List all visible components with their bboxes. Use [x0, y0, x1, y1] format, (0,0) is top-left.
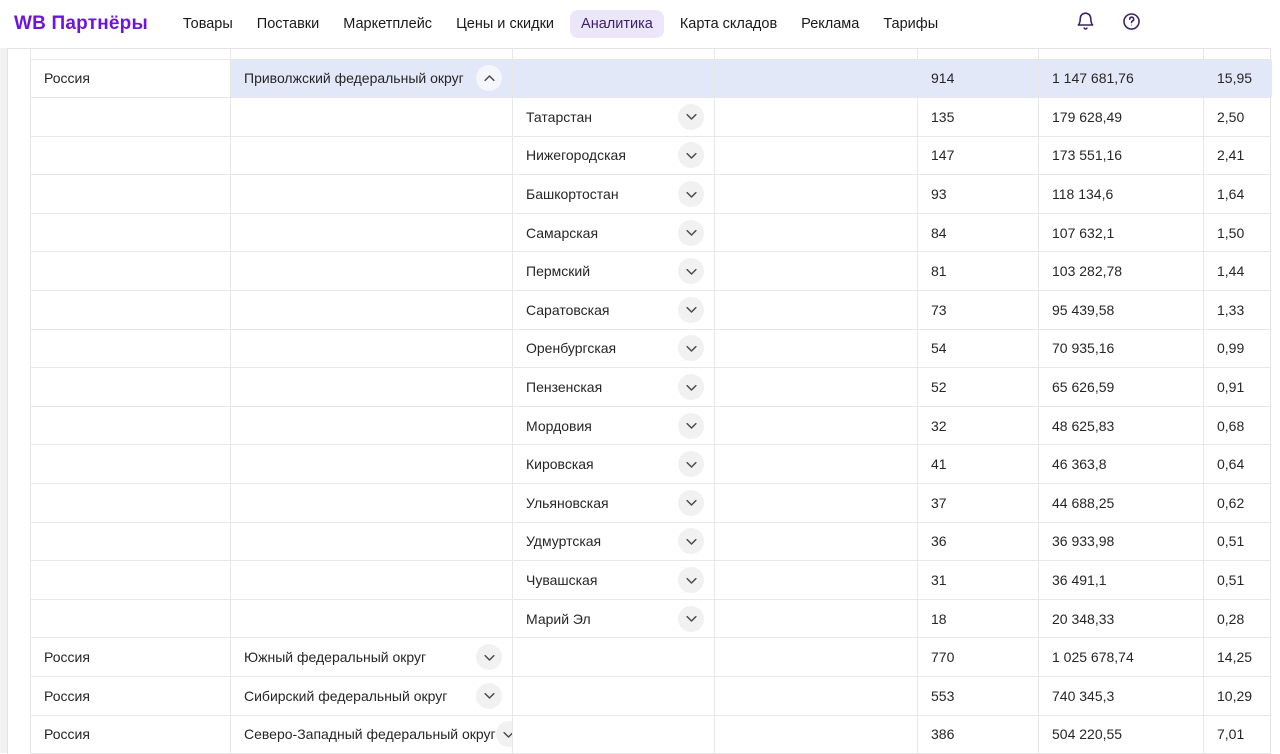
cell-percent-text: 0,51 — [1217, 572, 1245, 589]
cell-district — [231, 252, 513, 290]
cell-empty — [715, 368, 918, 406]
chevron-down-icon — [684, 148, 699, 163]
cell-district — [231, 98, 513, 136]
expand-toggle-button[interactable] — [678, 606, 704, 632]
cell-sum-text: 36 933,98 — [1052, 533, 1115, 550]
expand-toggle-button[interactable] — [678, 374, 704, 400]
cell-empty — [715, 445, 918, 483]
table-row — [31, 252, 1270, 291]
cell-sum-text: 36 491,1 — [1052, 572, 1107, 589]
cell-count-text: 52 — [931, 379, 947, 396]
cell-country — [31, 291, 231, 329]
table-rows — [31, 49, 1270, 754]
expand-toggle-button[interactable] — [678, 413, 704, 439]
cell-region — [513, 137, 715, 175]
cell-country — [31, 330, 231, 368]
cell-district — [231, 484, 513, 522]
cell-percent — [1204, 523, 1272, 561]
cell-sum — [1039, 137, 1204, 175]
cell-region — [513, 600, 715, 638]
cell-country — [31, 137, 231, 175]
cell-empty — [715, 175, 918, 213]
table-row — [31, 137, 1270, 176]
cell-district — [231, 716, 513, 754]
expand-toggle-button[interactable] — [678, 104, 704, 130]
help-button[interactable] — [1120, 13, 1142, 35]
cell-sum — [1039, 291, 1204, 329]
expand-toggle-button[interactable] — [678, 181, 704, 207]
nav-menu — [175, 10, 946, 38]
cell-percent — [1204, 291, 1272, 329]
expand-toggle-button[interactable] — [678, 335, 704, 361]
cell-region-text: Чувашская — [526, 572, 598, 589]
chevron-down-icon — [684, 418, 699, 433]
cell-percent — [1204, 98, 1272, 136]
cell-percent — [1204, 175, 1272, 213]
cell-region — [513, 214, 715, 252]
cell-count-text: 31 — [931, 572, 947, 589]
cell-region-text: Нижегородская — [526, 147, 626, 164]
cell-sum — [1039, 445, 1204, 483]
cell-sum-text: 1 025 678,74 — [1052, 649, 1134, 666]
cell-region-text: Оренбургская — [526, 340, 617, 357]
cell-country — [31, 407, 231, 445]
cell-percent — [1204, 445, 1272, 483]
cell-percent — [1204, 484, 1272, 522]
cell-count — [918, 445, 1039, 483]
cell-empty — [715, 291, 918, 329]
cell-count — [918, 252, 1039, 290]
cell-percent-text: 1,50 — [1217, 224, 1245, 241]
cell-percent — [1204, 60, 1272, 98]
expand-toggle-button[interactable] — [476, 683, 502, 709]
cell-sum-text: 103 282,78 — [1052, 263, 1123, 280]
cell-empty — [715, 98, 918, 136]
cell-count — [918, 175, 1039, 213]
chevron-down-icon — [684, 380, 699, 395]
cell-region-text: Татарстан — [526, 108, 593, 125]
cell-district — [231, 330, 513, 368]
cell-region-text: Самарская — [526, 224, 599, 241]
cell-country — [31, 175, 231, 213]
cell-count-text: 18 — [931, 610, 947, 627]
cell-percent — [1204, 252, 1272, 290]
cell-region — [513, 638, 715, 676]
cell-sum — [1039, 716, 1204, 754]
chevron-down-icon — [684, 611, 699, 626]
chevron-down-icon — [684, 264, 699, 279]
cell-count — [918, 716, 1039, 754]
cell-count-text: 36 — [931, 533, 947, 550]
nav-item-tarify[interactable]: Тарифы — [883, 16, 939, 32]
cell-count-text: 770 — [931, 649, 955, 666]
cell-country-text: Россия — [44, 70, 90, 87]
cell-sum-text: 65 626,59 — [1052, 379, 1115, 396]
table-row — [31, 60, 1270, 99]
cell-count — [918, 677, 1039, 715]
cell-percent-text: 0,91 — [1217, 379, 1245, 396]
cell-sum — [1039, 677, 1204, 715]
cell-district — [231, 60, 513, 98]
cell-region — [513, 175, 715, 213]
expand-toggle-button[interactable] — [678, 297, 704, 323]
cell-country — [31, 214, 231, 252]
expand-toggle-button[interactable] — [476, 644, 502, 670]
cell-region — [513, 60, 715, 98]
cell-percent-text: 15,95 — [1217, 70, 1253, 87]
table-row — [31, 407, 1270, 446]
cell-sum — [1039, 638, 1204, 676]
cell-percent — [1204, 677, 1272, 715]
cell-sum — [1039, 98, 1204, 136]
cell-sum — [1039, 368, 1204, 406]
cell-count-text: 54 — [931, 340, 947, 357]
cell-percent-text: 1,33 — [1217, 301, 1245, 318]
cell-country — [31, 445, 231, 483]
cell-percent-text: 10,29 — [1217, 687, 1253, 704]
table-row — [31, 368, 1270, 407]
table-row — [31, 716, 1270, 754]
cell-region-text: Саратовская — [526, 301, 610, 318]
cell-percent-text: 0,99 — [1217, 340, 1245, 357]
brand-logo[interactable]: WB Партнёры — [14, 13, 148, 34]
cell-count — [918, 368, 1039, 406]
table-row — [31, 445, 1270, 484]
cell-empty — [715, 407, 918, 445]
cell-region — [513, 252, 715, 290]
cell-district-text: Сибирский федеральный округ — [244, 687, 448, 704]
table-row — [31, 484, 1270, 523]
cell-count — [918, 330, 1039, 368]
cell-percent-text: 0,64 — [1217, 456, 1245, 473]
cell-country — [31, 60, 231, 98]
table-row — [31, 291, 1270, 330]
notifications-button[interactable] — [1074, 13, 1096, 35]
cell-count-text: 93 — [931, 186, 947, 203]
cell-region — [513, 677, 715, 715]
cell-empty — [715, 60, 918, 98]
cell-percent-text: 2,41 — [1217, 147, 1245, 164]
cell-sum — [1039, 600, 1204, 638]
chevron-down-icon — [482, 688, 497, 703]
cell-count-text: 147 — [931, 147, 955, 164]
chevron-down-icon — [684, 495, 699, 510]
cell-sum-text: 740 345,3 — [1052, 687, 1115, 704]
cell-district — [231, 600, 513, 638]
cell-count-text: 41 — [931, 456, 947, 473]
cell-region-text: Удмуртская — [526, 533, 602, 550]
cell-empty — [715, 330, 918, 368]
cell-country — [31, 252, 231, 290]
cell-district — [231, 214, 513, 252]
cell-sum-text: 48 625,83 — [1052, 417, 1115, 434]
cell-count — [918, 98, 1039, 136]
top-navigation — [0, 0, 1280, 48]
nav-item-ceny-i-skidki[interactable]: Цены и скидки — [456, 16, 555, 32]
table-row — [31, 98, 1270, 137]
cell-district — [231, 368, 513, 406]
expand-toggle-button[interactable] — [678, 220, 704, 246]
cell-percent — [1204, 368, 1272, 406]
cell-empty — [715, 716, 918, 754]
cell-count-text: 386 — [931, 726, 955, 743]
cell-sum — [1039, 407, 1204, 445]
cell-sum — [1039, 484, 1204, 522]
cell-count — [918, 214, 1039, 252]
cell-region-text: Башкортостан — [526, 186, 619, 203]
cell-sum — [1039, 252, 1204, 290]
table-row — [31, 677, 1270, 716]
cell-sum-text: 173 551,16 — [1052, 147, 1123, 164]
cell-district-text: Северо-Западный федеральный округ — [244, 726, 496, 743]
cell-sum — [1039, 175, 1204, 213]
cell-sum-text: 107 632,1 — [1052, 224, 1115, 241]
expand-toggle-button[interactable] — [678, 528, 704, 554]
cell-region-text: Мордовия — [526, 417, 592, 434]
cell-count-text: 553 — [931, 687, 955, 704]
cell-district — [231, 677, 513, 715]
cell-sum-text: 504 220,55 — [1052, 726, 1123, 743]
cell-count — [918, 561, 1039, 599]
cell-count — [918, 484, 1039, 522]
cell-percent — [1204, 214, 1272, 252]
cell-percent-text: 14,25 — [1217, 649, 1253, 666]
nav-item-reklama[interactable]: Реклама — [801, 16, 860, 32]
chevron-down-icon — [684, 534, 699, 549]
cell-sum-text: 179 628,49 — [1052, 108, 1123, 125]
chevron-down-icon — [684, 109, 699, 124]
chevron-down-icon — [501, 727, 513, 742]
cell-count-text: 81 — [931, 263, 947, 280]
cell-region — [513, 445, 715, 483]
nav-item-analitika[interactable]: Аналитика — [570, 10, 664, 38]
expand-toggle-button[interactable] — [678, 567, 704, 593]
cell-sum-text: 118 134,6 — [1052, 186, 1114, 203]
cell-region — [513, 98, 715, 136]
cell-percent-text: 0,28 — [1217, 610, 1245, 627]
expand-toggle-button[interactable] — [678, 490, 704, 516]
table-row — [31, 175, 1270, 214]
cell-percent — [1204, 407, 1272, 445]
chevron-down-icon — [684, 457, 699, 472]
cell-percent — [1204, 716, 1272, 754]
cell-count — [918, 60, 1039, 98]
cell-empty — [715, 214, 918, 252]
cell-empty — [715, 561, 918, 599]
cell-percent — [1204, 561, 1272, 599]
cell-count — [918, 523, 1039, 561]
chevron-down-icon — [684, 573, 699, 588]
cell-district — [231, 523, 513, 561]
cell-empty — [715, 137, 918, 175]
cell-district — [231, 561, 513, 599]
cell-country — [31, 368, 231, 406]
cell-percent — [1204, 638, 1272, 676]
cell-count — [918, 600, 1039, 638]
cell-region — [513, 291, 715, 329]
cell-empty — [715, 677, 918, 715]
cell-empty — [715, 638, 918, 676]
cell-country — [31, 98, 231, 136]
cell-percent-text: 7,01 — [1217, 726, 1245, 743]
expand-toggle-button[interactable] — [678, 451, 704, 477]
cell-country — [31, 561, 231, 599]
cell-region-text: Пензенская — [526, 379, 603, 396]
cell-district-text: Южный федеральный округ — [244, 649, 427, 666]
cell-empty — [715, 484, 918, 522]
cell-empty — [715, 252, 918, 290]
cell-region — [513, 716, 715, 754]
table-row — [31, 638, 1270, 677]
table-row — [31, 330, 1270, 369]
cell-empty — [715, 523, 918, 561]
cell-count-text: 37 — [931, 494, 947, 511]
cell-sum-text: 20 348,33 — [1052, 610, 1115, 627]
cell-percent-text: 0,62 — [1217, 494, 1245, 511]
cell-empty — [715, 600, 918, 638]
table-row — [31, 523, 1270, 562]
help-icon — [1121, 11, 1142, 37]
cell-district — [231, 407, 513, 445]
expand-toggle-button[interactable] — [496, 721, 513, 747]
cell-sum-text: 95 439,58 — [1052, 301, 1115, 318]
cell-region — [513, 407, 715, 445]
bell-icon — [1075, 11, 1096, 37]
cell-district-text: Приволжский федеральный округ — [244, 70, 464, 87]
cell-sum — [1039, 330, 1204, 368]
cell-district — [231, 638, 513, 676]
cell-district — [231, 291, 513, 329]
cell-country-text: Россия — [44, 726, 90, 743]
cell-district — [231, 175, 513, 213]
cell-count — [918, 638, 1039, 676]
cell-district — [231, 445, 513, 483]
cell-country-text: Россия — [44, 649, 90, 666]
cell-region — [513, 484, 715, 522]
cell-region — [513, 523, 715, 561]
table-row — [31, 214, 1270, 253]
cell-percent-text: 1,44 — [1217, 263, 1245, 280]
cell-sum — [1039, 60, 1204, 98]
cell-region-text: Марий Эл — [526, 610, 591, 627]
cell-region — [513, 368, 715, 406]
nav-item-marketplace[interactable]: Маркетплейс — [343, 16, 433, 32]
page-left-gutter — [0, 48, 7, 753]
chevron-down-icon — [482, 650, 497, 665]
partial-row — [31, 49, 1270, 60]
nav-item-karta-skladov[interactable]: Карта складов — [679, 16, 778, 32]
sales-geography-table — [7, 48, 1271, 754]
cell-region-text: Ульяновская — [526, 494, 609, 511]
chevron-up-icon — [482, 71, 497, 86]
cell-district — [231, 137, 513, 175]
cell-count — [918, 291, 1039, 329]
cell-country — [31, 600, 231, 638]
cell-sum — [1039, 561, 1204, 599]
cell-count — [918, 407, 1039, 445]
row-span-cell — [8, 49, 31, 754]
nav-icons — [1074, 0, 1142, 48]
cell-region — [513, 330, 715, 368]
cell-count-text: 914 — [931, 70, 955, 87]
table-row — [31, 561, 1270, 600]
cell-percent-text: 1,64 — [1217, 186, 1245, 203]
cell-region-text: Пермский — [526, 263, 591, 280]
cell-percent — [1204, 330, 1272, 368]
cell-region-text: Кировская — [526, 456, 594, 473]
cell-country — [31, 638, 231, 676]
cell-count — [918, 137, 1039, 175]
cell-sum-text: 70 935,16 — [1052, 340, 1115, 357]
cell-country-text: Россия — [44, 687, 90, 704]
cell-country — [31, 523, 231, 561]
cell-sum — [1039, 214, 1204, 252]
chevron-down-icon — [684, 225, 699, 240]
expand-toggle-button[interactable] — [678, 258, 704, 284]
cell-percent-text: 0,51 — [1217, 533, 1245, 550]
expand-toggle-button[interactable] — [678, 142, 704, 168]
chevron-down-icon — [684, 341, 699, 356]
expand-toggle-button[interactable] — [476, 65, 502, 91]
cell-percent-text: 0,68 — [1217, 417, 1245, 434]
cell-region — [513, 561, 715, 599]
cell-percent — [1204, 137, 1272, 175]
cell-sum-text: 44 688,25 — [1052, 494, 1115, 511]
cell-count-text: 73 — [931, 301, 947, 318]
chevron-down-icon — [684, 302, 699, 317]
cell-count-text: 84 — [931, 224, 947, 241]
table-row — [31, 600, 1270, 639]
cell-sum-text: 46 363,8 — [1052, 456, 1107, 473]
cell-country — [31, 716, 231, 754]
cell-sum — [1039, 523, 1204, 561]
chevron-down-icon — [684, 187, 699, 202]
nav-item-postavki[interactable]: Поставки — [256, 16, 320, 32]
cell-country — [31, 484, 231, 522]
nav-item-tovary[interactable]: Товары — [182, 16, 233, 32]
cell-percent-text: 2,50 — [1217, 108, 1245, 125]
cell-country — [31, 677, 231, 715]
cell-count-text: 32 — [931, 417, 947, 434]
cell-percent — [1204, 600, 1272, 638]
cell-sum-text: 1 147 681,76 — [1052, 70, 1134, 87]
cell-count-text: 135 — [931, 108, 955, 125]
